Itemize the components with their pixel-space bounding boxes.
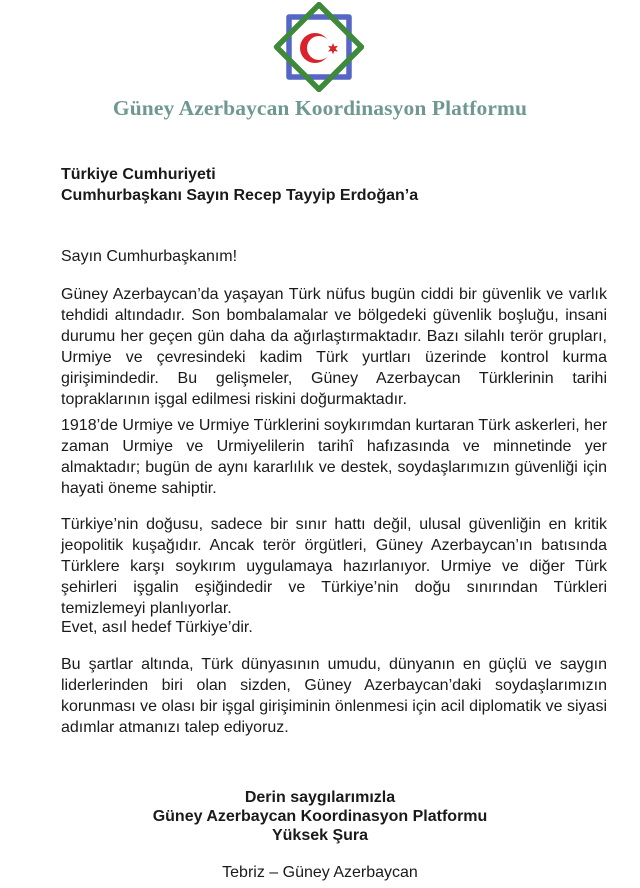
addressee-line-2: Cumhurbaşkanı Sayın Recep Tayyip Erdoğan’a: [61, 187, 419, 204]
paragraph-line: Güney Azerbaycan’da yaşayan Türk nüfus bugün ciddi bir güvenlik ve varlık: [61, 286, 607, 303]
organization-title: Güney Azerbaycan Koordinasyon Platformu: [112, 96, 528, 120]
closing-regards: Derin saygılarımızla: [244, 789, 396, 806]
paragraph-line: almaktadır; bugün de aynı kararlılık ve destek, soydaşlarımızın güvenliği için: [61, 459, 607, 476]
closing-place: Tebriz – Güney Azerbaycan: [222, 864, 418, 881]
closing-council: Yüksek Şura: [271, 827, 369, 844]
closing-organization: Güney Azerbaycan Koordinasyon Platformu: [152, 808, 488, 825]
paragraph-line: liderlerinden biri olan sizden, Güney Azerbaycan’daki soydaşlarımızın: [61, 677, 607, 694]
paragraph-line: Bu şartlar altında, Türk dünyasının umudu, dünyanın en güçlü ve saygın: [61, 656, 607, 673]
paragraph-line: durumu her geçen gün daha da ağırlaştırmaktadır. Bazı silahlı terör grupları,: [61, 328, 607, 345]
paragraph-line: adımlar atmanızı talep ediyoruz.: [61, 719, 289, 736]
paragraph-line: Urmiye ve çevresindeki kadim Türk yurtları üzerinde kontrol kurma: [61, 349, 607, 366]
paragraph-line: hayati öneme sahiptir.: [61, 480, 217, 497]
paragraph-line: Türklere karşı soykırım uygulamaya hazırlanıyor. Urmiye ve diğer Türk: [61, 558, 607, 575]
paragraph-line: korunması ve olası bir işgal girişiminin önlenmesi için acil diplomatik ve siyasi: [61, 698, 607, 715]
paragraph-line: Evet, asıl hedef Türkiye’dir.: [61, 619, 253, 636]
paragraph-line: 1918’de Urmiye ve Urmiye Türklerini soykırımdan kurtaran Türk askerleri, her: [61, 417, 608, 434]
paragraph-line: şehirleri işgalin eşiğindedir ve Türkiye’nin doğu sınırından Türkleri: [61, 579, 607, 596]
paragraph-line: girişimindedir. Bu gelişmeler, Güney Azerbaycan Türklerinin tarihi: [61, 370, 607, 387]
paragraph-line: Türkiye’nin doğusu, sadece bir sınır hattı değil, ulusal güvenliğin en kritik: [61, 516, 607, 533]
paragraph-line: zaman Urmiye ve Urmiyelilerin tarihî hafızasında ve minnetinde yer: [61, 438, 607, 455]
paragraph-line: jeopolitik kuşağıdır. Ancak terör örgütleri, Güney Azerbaycan’ın batısında: [61, 537, 607, 554]
star-crescent-logo-icon: [271, 2, 367, 92]
addressee-line-1: Türkiye Cumhuriyeti: [61, 166, 216, 183]
paragraph-line: temizlemeyi planlıyorlar.: [61, 600, 232, 617]
salutation: Sayın Cumhurbaşkanım!: [61, 248, 238, 265]
paragraph-line: tehdidi altındadır. Son bombalamalar ve bölgedeki güvenlik boşluğu, insani: [61, 307, 607, 324]
paragraph-line: topraklarının işgal edilmesi riskini doğurmaktadır.: [61, 391, 407, 408]
